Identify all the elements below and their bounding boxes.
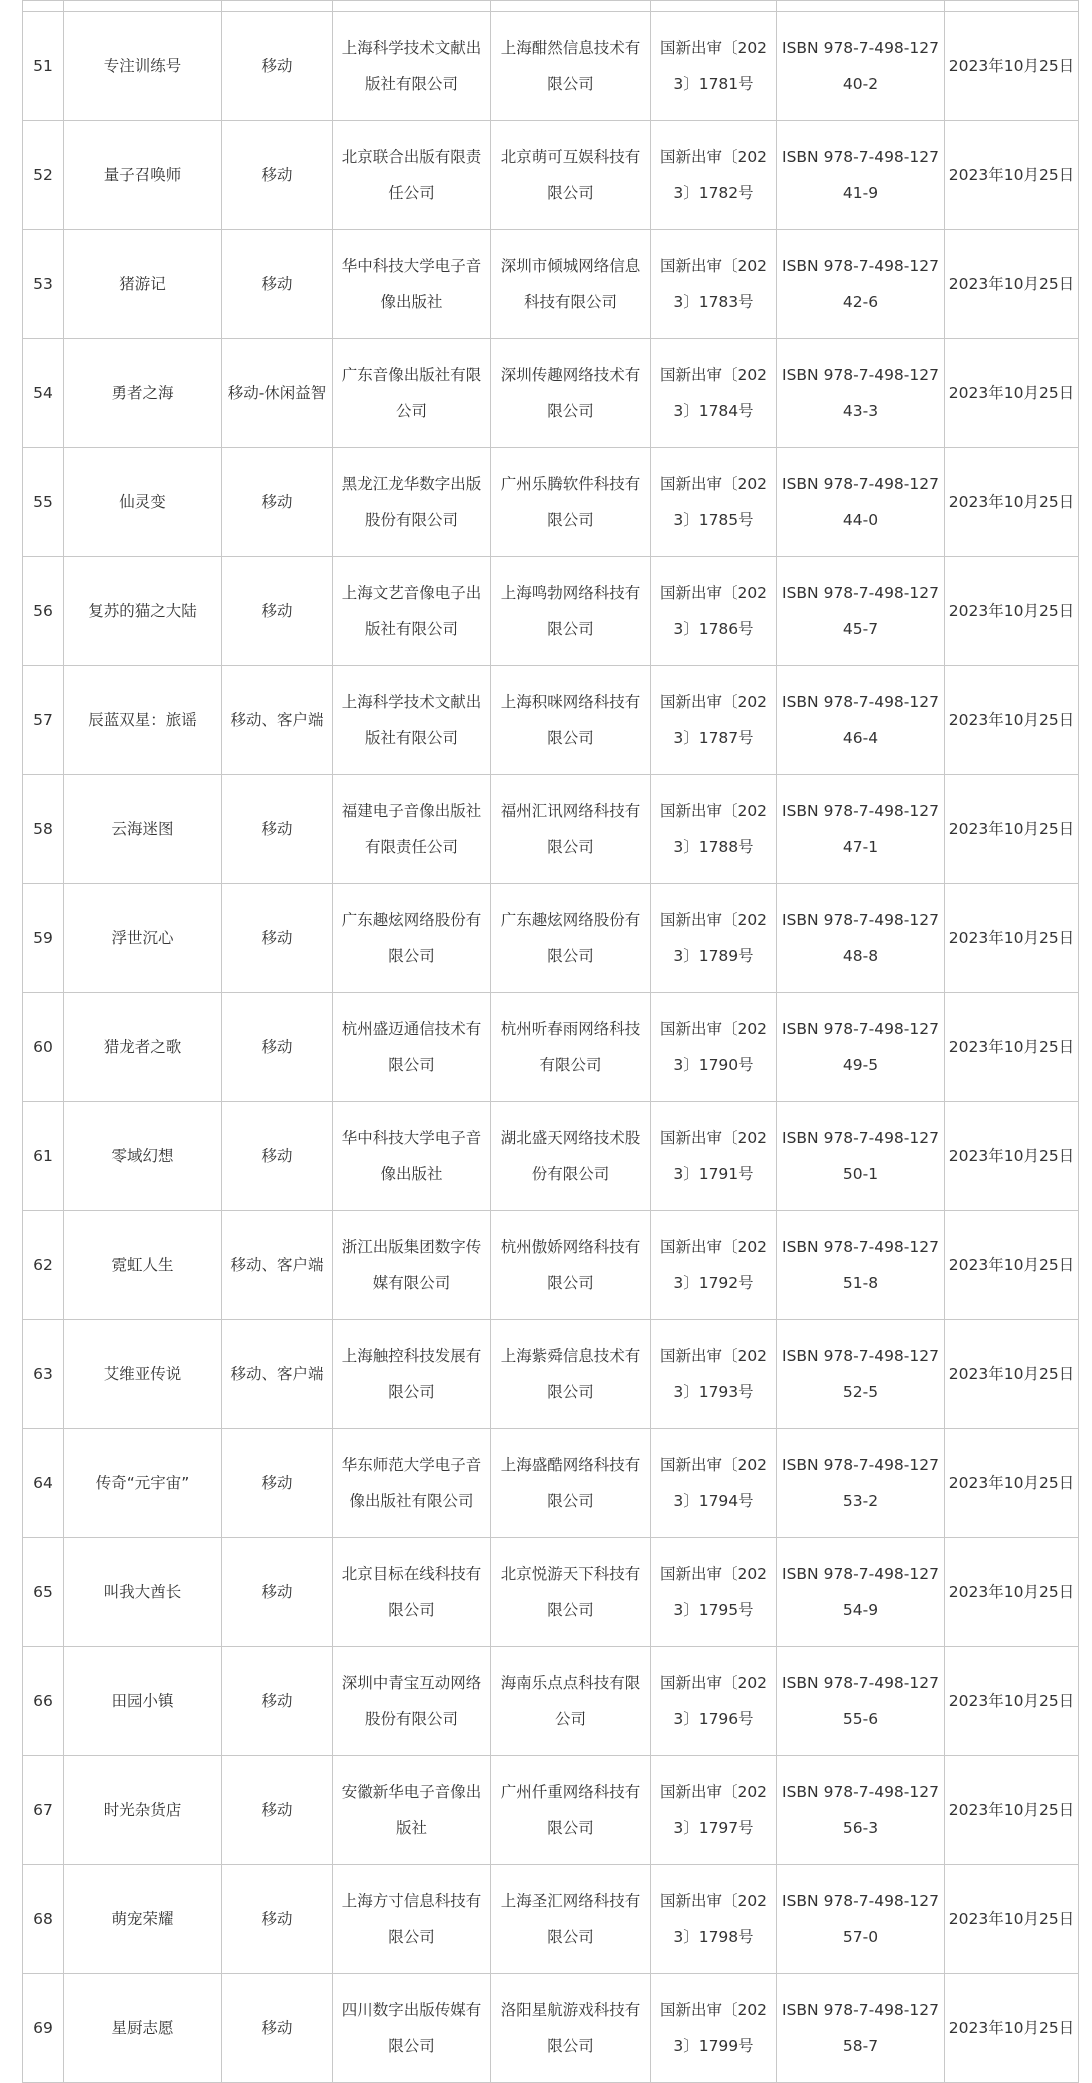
cell-isbn: ISBN 978-7-498-12742-6: [777, 230, 945, 339]
cell-category: 移动: [222, 884, 333, 993]
cell-isbn: ISBN 978-7-498-12756-3: [777, 1756, 945, 1865]
cell-number: 51: [23, 12, 64, 121]
cell-number: 69: [23, 1974, 64, 2083]
cell-approval-date: 2023年10月25日: [945, 993, 1079, 1102]
cell-publisher: 北京联合出版有限责任公司: [333, 121, 491, 230]
cell-publisher: 华东师范大学电子音像出版社有限公司: [333, 1429, 491, 1538]
cell-top-strip: [64, 1, 222, 12]
cell-approval-date: 2023年10月25日: [945, 448, 1079, 557]
cell-operator: 上海紫舜信息技术有限公司: [491, 1320, 651, 1429]
table-row: [23, 121, 1079, 230]
cell-approval-date: 2023年10月25日: [945, 666, 1079, 775]
cell-number: 58: [23, 775, 64, 884]
cell-game-name: 霓虹人生: [64, 1211, 222, 1320]
cell-operator: 海南乐点点科技有限公司: [491, 1647, 651, 1756]
cell-isbn: ISBN 978-7-498-12752-5: [777, 1320, 945, 1429]
cell-operator: 福州汇讯网络科技有限公司: [491, 775, 651, 884]
cell-game-name: 传奇“元宇宙”: [64, 1429, 222, 1538]
cell-game-name: 猎龙者之歌: [64, 993, 222, 1102]
cell-category: 移动: [222, 1865, 333, 1974]
cell-top-strip: [777, 1, 945, 12]
cell-game-name: 时光杂货店: [64, 1756, 222, 1865]
cell-number: 52: [23, 121, 64, 230]
cell-approval-number: 国新出审〔2023〕1785号: [651, 448, 777, 557]
cell-publisher: 上海文艺音像电子出版社有限公司: [333, 557, 491, 666]
cell-publisher: 北京目标在线科技有限公司: [333, 1538, 491, 1647]
cell-operator: 广东趣炫网络股份有限公司: [491, 884, 651, 993]
cell-game-name: 浮世沉心: [64, 884, 222, 993]
cell-approval-number: 国新出审〔2023〕1794号: [651, 1429, 777, 1538]
cell-approval-number: 国新出审〔2023〕1782号: [651, 121, 777, 230]
cell-approval-date: 2023年10月25日: [945, 121, 1079, 230]
cell-category: 移动: [222, 121, 333, 230]
cell-publisher: 浙江出版集团数字传媒有限公司: [333, 1211, 491, 1320]
cell-approval-date: 2023年10月25日: [945, 1865, 1079, 1974]
cell-number: 60: [23, 993, 64, 1102]
cell-approval-number: 国新出审〔2023〕1789号: [651, 884, 777, 993]
cell-isbn: ISBN 978-7-498-12749-5: [777, 993, 945, 1102]
cell-number: 59: [23, 884, 64, 993]
cell-isbn: ISBN 978-7-498-12740-2: [777, 12, 945, 121]
cell-approval-number: 国新出审〔2023〕1797号: [651, 1756, 777, 1865]
cell-approval-number: 国新出审〔2023〕1786号: [651, 557, 777, 666]
cell-publisher: 华中科技大学电子音像出版社: [333, 1102, 491, 1211]
cell-category: 移动: [222, 993, 333, 1102]
cell-isbn: ISBN 978-7-498-12755-6: [777, 1647, 945, 1756]
cell-approval-number: 国新出审〔2023〕1790号: [651, 993, 777, 1102]
cell-category: 移动: [222, 1756, 333, 1865]
table-body: [23, 1, 1079, 2083]
cell-approval-date: 2023年10月25日: [945, 1211, 1079, 1320]
cell-approval-number: 国新出审〔2023〕1787号: [651, 666, 777, 775]
cell-approval-date: 2023年10月25日: [945, 1647, 1079, 1756]
cell-game-name: 艾维亚传说: [64, 1320, 222, 1429]
cell-publisher: 上海方寸信息科技有限公司: [333, 1865, 491, 1974]
cell-number: 57: [23, 666, 64, 775]
table-row: [23, 1974, 1079, 2083]
cell-publisher: 深圳中青宝互动网络股份有限公司: [333, 1647, 491, 1756]
cell-game-name: 勇者之海: [64, 339, 222, 448]
cell-category: 移动、客户端: [222, 666, 333, 775]
cell-top-strip: [491, 1, 651, 12]
table-row: [23, 339, 1079, 448]
cell-category: 移动: [222, 230, 333, 339]
cell-publisher: 福建电子音像出版社有限责任公司: [333, 775, 491, 884]
cell-category: 移动、客户端: [222, 1320, 333, 1429]
cell-number: 64: [23, 1429, 64, 1538]
table-row: [23, 1756, 1079, 1865]
table-row: [23, 448, 1079, 557]
cell-game-name: 叫我大酋长: [64, 1538, 222, 1647]
cell-isbn: ISBN 978-7-498-12750-1: [777, 1102, 945, 1211]
cell-approval-number: 国新出审〔2023〕1796号: [651, 1647, 777, 1756]
cell-approval-number: 国新出审〔2023〕1784号: [651, 339, 777, 448]
cell-category: 移动: [222, 1647, 333, 1756]
cell-game-name: 星厨志愿: [64, 1974, 222, 2083]
cell-isbn: ISBN 978-7-498-12757-0: [777, 1865, 945, 1974]
cell-isbn: ISBN 978-7-498-12745-7: [777, 557, 945, 666]
cell-operator: 广州乐腾软件科技有限公司: [491, 448, 651, 557]
cell-game-name: 猪游记: [64, 230, 222, 339]
cell-category: 移动: [222, 775, 333, 884]
cell-operator: 北京悦游天下科技有限公司: [491, 1538, 651, 1647]
cell-operator: 杭州听春雨网络科技有限公司: [491, 993, 651, 1102]
cell-top-strip: [333, 1, 491, 12]
cell-category: 移动: [222, 448, 333, 557]
cell-game-name: 田园小镇: [64, 1647, 222, 1756]
cell-number: 55: [23, 448, 64, 557]
cell-game-name: 仙灵变: [64, 448, 222, 557]
cell-operator: 杭州傲娇网络科技有限公司: [491, 1211, 651, 1320]
cell-game-name: 复苏的猫之大陆: [64, 557, 222, 666]
cell-publisher: 华中科技大学电子音像出版社: [333, 230, 491, 339]
table-row: [23, 1211, 1079, 1320]
cell-isbn: ISBN 978-7-498-12747-1: [777, 775, 945, 884]
cell-operator: 北京萌可互娱科技有限公司: [491, 121, 651, 230]
table-row: [23, 557, 1079, 666]
cell-publisher: 安徽新华电子音像出版社: [333, 1756, 491, 1865]
cell-category: 移动: [222, 12, 333, 121]
cell-approval-date: 2023年10月25日: [945, 230, 1079, 339]
cell-game-name: 零域幻想: [64, 1102, 222, 1211]
cell-operator: 上海圣汇网络科技有限公司: [491, 1865, 651, 1974]
cell-approval-date: 2023年10月25日: [945, 1974, 1079, 2083]
cell-publisher: 杭州盛迈通信技术有限公司: [333, 993, 491, 1102]
cell-approval-date: 2023年10月25日: [945, 1320, 1079, 1429]
cell-isbn: ISBN 978-7-498-12758-7: [777, 1974, 945, 2083]
cell-approval-date: 2023年10月25日: [945, 557, 1079, 666]
cell-approval-number: 国新出审〔2023〕1791号: [651, 1102, 777, 1211]
cell-number: 65: [23, 1538, 64, 1647]
cell-number: 66: [23, 1647, 64, 1756]
cell-isbn: ISBN 978-7-498-12753-2: [777, 1429, 945, 1538]
cell-approval-date: 2023年10月25日: [945, 884, 1079, 993]
cell-publisher: 广东音像出版社有限公司: [333, 339, 491, 448]
cell-number: 61: [23, 1102, 64, 1211]
cell-number: 62: [23, 1211, 64, 1320]
cell-approval-number: 国新出审〔2023〕1798号: [651, 1865, 777, 1974]
cell-approval-number: 国新出审〔2023〕1781号: [651, 12, 777, 121]
cell-top-strip: [651, 1, 777, 12]
cell-approval-date: 2023年10月25日: [945, 339, 1079, 448]
table-row: [23, 1647, 1079, 1756]
cell-operator: 深圳市倾城网络信息科技有限公司: [491, 230, 651, 339]
table-row: [23, 775, 1079, 884]
cell-publisher: 上海科学技术文献出版社有限公司: [333, 12, 491, 121]
cell-number: 53: [23, 230, 64, 339]
cell-category: 移动: [222, 557, 333, 666]
cell-number: 67: [23, 1756, 64, 1865]
cell-approval-date: 2023年10月25日: [945, 1538, 1079, 1647]
table-row: [23, 1429, 1079, 1538]
cell-approval-date: 2023年10月25日: [945, 12, 1079, 121]
cell-operator: 广州仟重网络科技有限公司: [491, 1756, 651, 1865]
cell-operator: 上海积咪网络科技有限公司: [491, 666, 651, 775]
cell-approval-date: 2023年10月25日: [945, 1102, 1079, 1211]
table-top-strip: [23, 1, 1079, 12]
cell-isbn: ISBN 978-7-498-12744-0: [777, 448, 945, 557]
cell-category: 移动: [222, 1102, 333, 1211]
cell-game-name: 云海迷图: [64, 775, 222, 884]
cell-isbn: ISBN 978-7-498-12741-9: [777, 121, 945, 230]
cell-publisher: 黑龙江龙华数字出版股份有限公司: [333, 448, 491, 557]
table-row: [23, 230, 1079, 339]
cell-isbn: ISBN 978-7-498-12754-9: [777, 1538, 945, 1647]
cell-isbn: ISBN 978-7-498-12751-8: [777, 1211, 945, 1320]
cell-category: 移动: [222, 1538, 333, 1647]
cell-publisher: 广东趣炫网络股份有限公司: [333, 884, 491, 993]
cell-approval-number: 国新出审〔2023〕1788号: [651, 775, 777, 884]
cell-approval-number: 国新出审〔2023〕1783号: [651, 230, 777, 339]
cell-top-strip: [23, 1, 64, 12]
table-row: [23, 1320, 1079, 1429]
cell-operator: 上海盛酷网络科技有限公司: [491, 1429, 651, 1538]
cell-game-name: 萌宠荣耀: [64, 1865, 222, 1974]
cell-publisher: 上海科学技术文献出版社有限公司: [333, 666, 491, 775]
cell-number: 54: [23, 339, 64, 448]
cell-game-name: 专注训练号: [64, 12, 222, 121]
cell-operator: 深圳传趣网络技术有限公司: [491, 339, 651, 448]
table-row: [23, 666, 1079, 775]
cell-game-name: 量子召唤师: [64, 121, 222, 230]
cell-number: 56: [23, 557, 64, 666]
cell-category: 移动: [222, 1974, 333, 2083]
cell-operator: 上海鸣勃网络科技有限公司: [491, 557, 651, 666]
table-row: [23, 1865, 1079, 1974]
cell-approval-number: 国新出审〔2023〕1793号: [651, 1320, 777, 1429]
table-row: [23, 12, 1079, 121]
table-row: [23, 884, 1079, 993]
cell-approval-number: 国新出审〔2023〕1795号: [651, 1538, 777, 1647]
cell-top-strip: [222, 1, 333, 12]
cell-number: 68: [23, 1865, 64, 1974]
cell-isbn: ISBN 978-7-498-12746-4: [777, 666, 945, 775]
cell-publisher: 上海触控科技发展有限公司: [333, 1320, 491, 1429]
approval-list-table: [22, 0, 1079, 2083]
cell-number: 63: [23, 1320, 64, 1429]
cell-category: 移动-休闲益智: [222, 339, 333, 448]
cell-category: 移动、客户端: [222, 1211, 333, 1320]
cell-approval-date: 2023年10月25日: [945, 1429, 1079, 1538]
cell-publisher: 四川数字出版传媒有限公司: [333, 1974, 491, 2083]
table-row: [23, 1538, 1079, 1647]
cell-approval-number: 国新出审〔2023〕1799号: [651, 1974, 777, 2083]
cell-operator: 洛阳星航游戏科技有限公司: [491, 1974, 651, 2083]
cell-approval-date: 2023年10月25日: [945, 775, 1079, 884]
table-row: [23, 993, 1079, 1102]
table-row: [23, 1102, 1079, 1211]
cell-approval-date: 2023年10月25日: [945, 1756, 1079, 1865]
cell-category: 移动: [222, 1429, 333, 1538]
cell-approval-number: 国新出审〔2023〕1792号: [651, 1211, 777, 1320]
cell-isbn: ISBN 978-7-498-12748-8: [777, 884, 945, 993]
cell-operator: 湖北盛天网络技术股份有限公司: [491, 1102, 651, 1211]
cell-game-name: 辰蓝双星：旅谣: [64, 666, 222, 775]
cell-isbn: ISBN 978-7-498-12743-3: [777, 339, 945, 448]
cell-operator: 上海酣然信息技术有限公司: [491, 12, 651, 121]
cell-top-strip: [945, 1, 1079, 12]
